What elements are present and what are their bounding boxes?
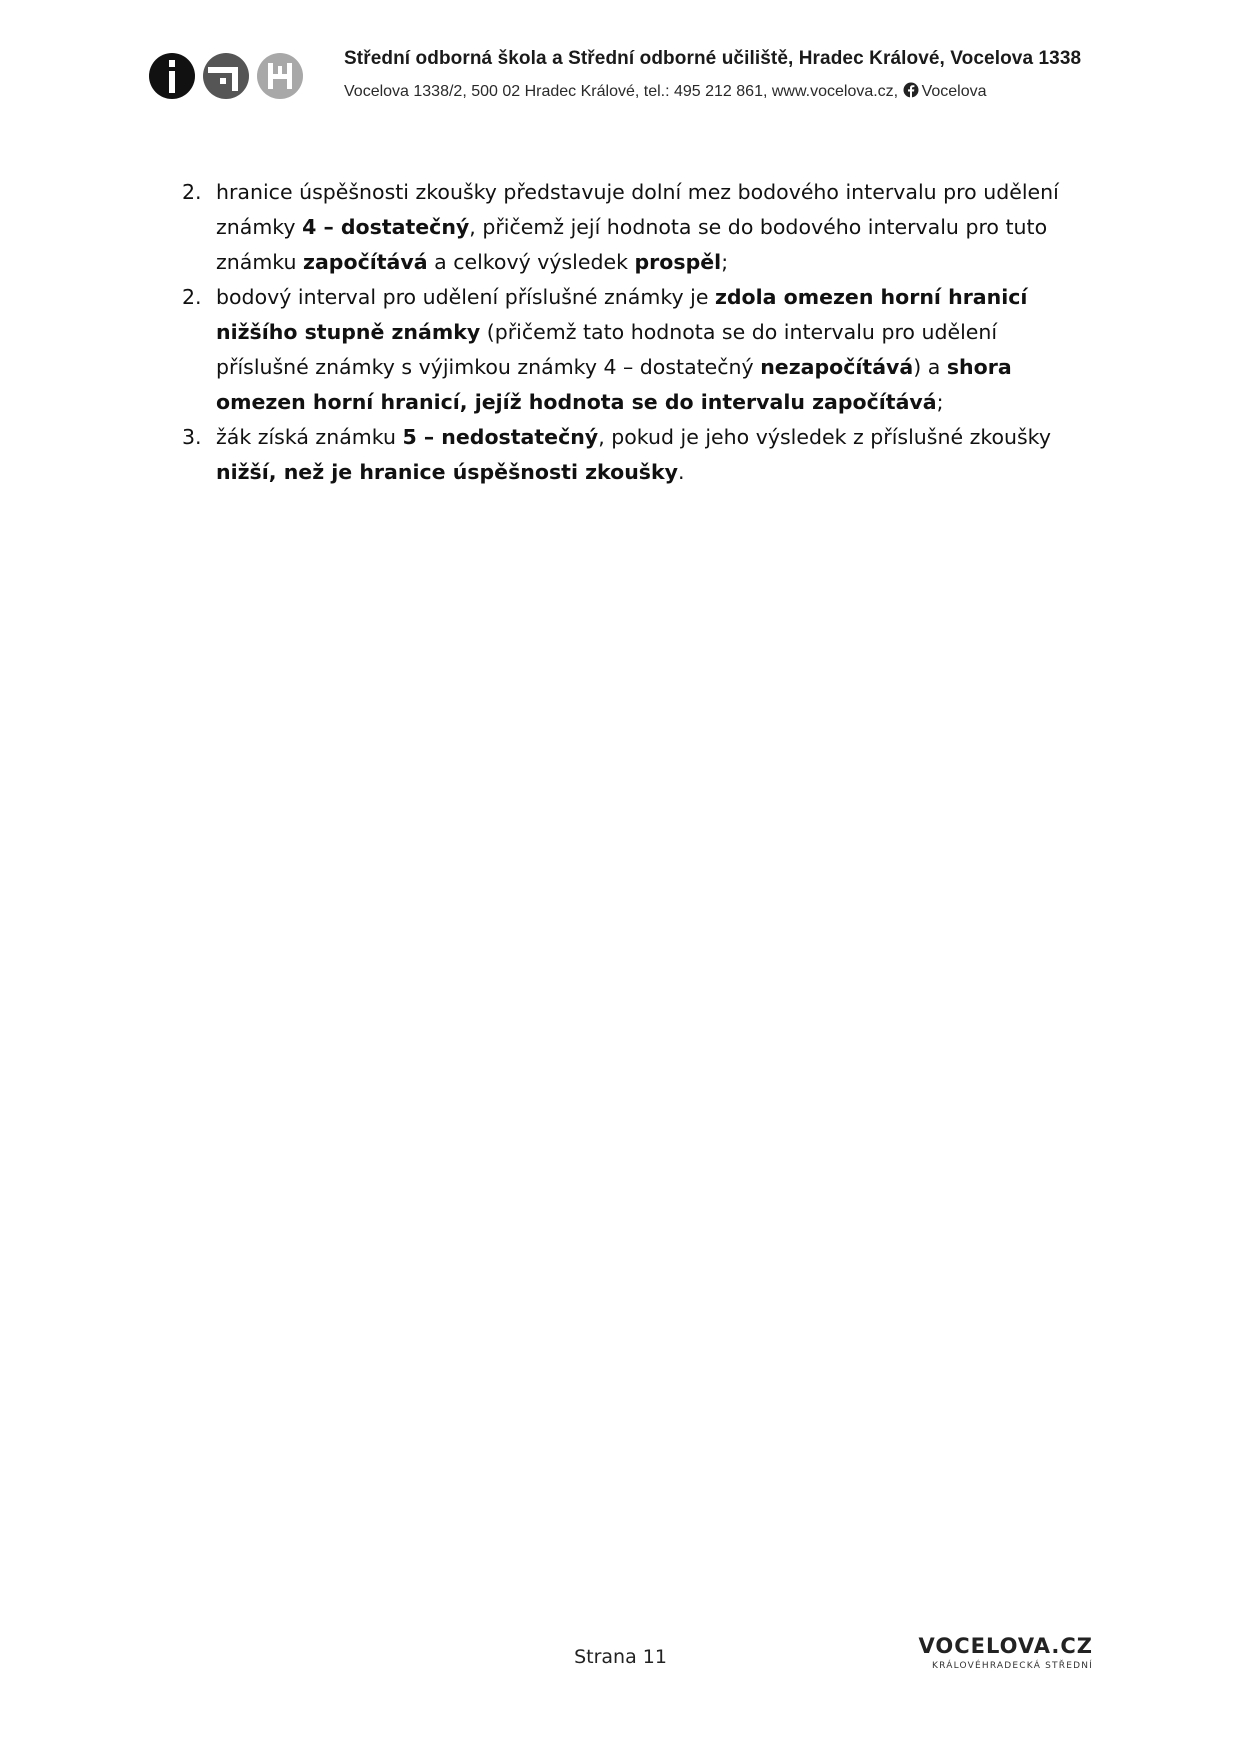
list-item-text [216,180,1059,274]
grading-rules-list [180,175,1080,490]
text-segment-bold: započítává [303,250,428,274]
text-segment-bold: zdola omezen horní hranicí nižšího stupně známky [216,285,1028,344]
document-body [180,175,1080,490]
text-segment-bold: nižší, než je hranice úspěšnosti zkoušky [216,460,679,484]
text-segment: , přičemž její hodnota se do bodového intervalu pro tuto známku [216,215,1048,274]
text-segment-bold: 4 – dostatečný [302,215,470,239]
list-item [180,280,1080,420]
list-item-number: 3. [182,425,202,449]
facebook-link[interactable]: Vocelova [921,83,987,100]
school-contact [344,82,987,103]
brand-tagline: KRÁLOVÉHRADECKÁ STŘEDNÍ [932,1661,1093,1671]
page-number: Strana 11 [574,1646,667,1668]
text-segment: žák získá známku [216,425,403,449]
school-name: Střední odborná škola a Střední odborné učiliště, Hradec Králové, Vocelova 1338 [344,48,1082,69]
list-item-text [216,425,1051,484]
list-item-text [216,285,1027,414]
school-address: Vocelova 1338/2, 500 02 Hradec Králové, tel.: 495 212 861, www.vocelova.cz, [344,83,899,100]
text-segment: ; [721,250,729,274]
school-logos [148,52,308,104]
text-segment-bold: 5 – nedostatečný [402,425,599,449]
text-segment: ) a [913,355,947,379]
text-segment: a celkový výsledek [427,250,635,274]
brand-logo [919,1634,1094,1672]
logo-h-icon [256,52,304,100]
list-item-number: 2. [182,285,202,309]
text-segment-bold: prospěl [634,250,722,274]
text-segment: ; [936,390,944,414]
text-segment: . [678,460,685,484]
logo-pipe-icon [202,52,250,100]
text-segment: (přičemž tato hodnota se do intervalu pro udělení příslušné známky s výjimkou známky 4 – dostatečný [216,320,998,379]
brand-name: VOCELOVA.CZ [918,1634,1093,1658]
list-item-number: 2. [182,180,202,204]
list-item [180,175,1080,280]
text-segment: , pokud je jeho výsledek z příslušné zkoušky [598,425,1051,449]
text-segment-bold: nezapočítává [760,355,914,379]
text-segment: hranice úspěšnosti zkoušky představuje dolní mez bodového intervalu pro udělení známky [216,180,1059,239]
facebook-icon[interactable] [903,82,919,103]
page-header [148,48,1098,108]
text-segment-bold: shora omezen horní hranicí, jejíž hodnota se do intervalu započítává [216,355,1012,414]
text-segment: bodový interval pro udělení příslušné známky je [216,285,715,309]
list-item [180,420,1080,490]
logo-i-icon [148,52,196,100]
